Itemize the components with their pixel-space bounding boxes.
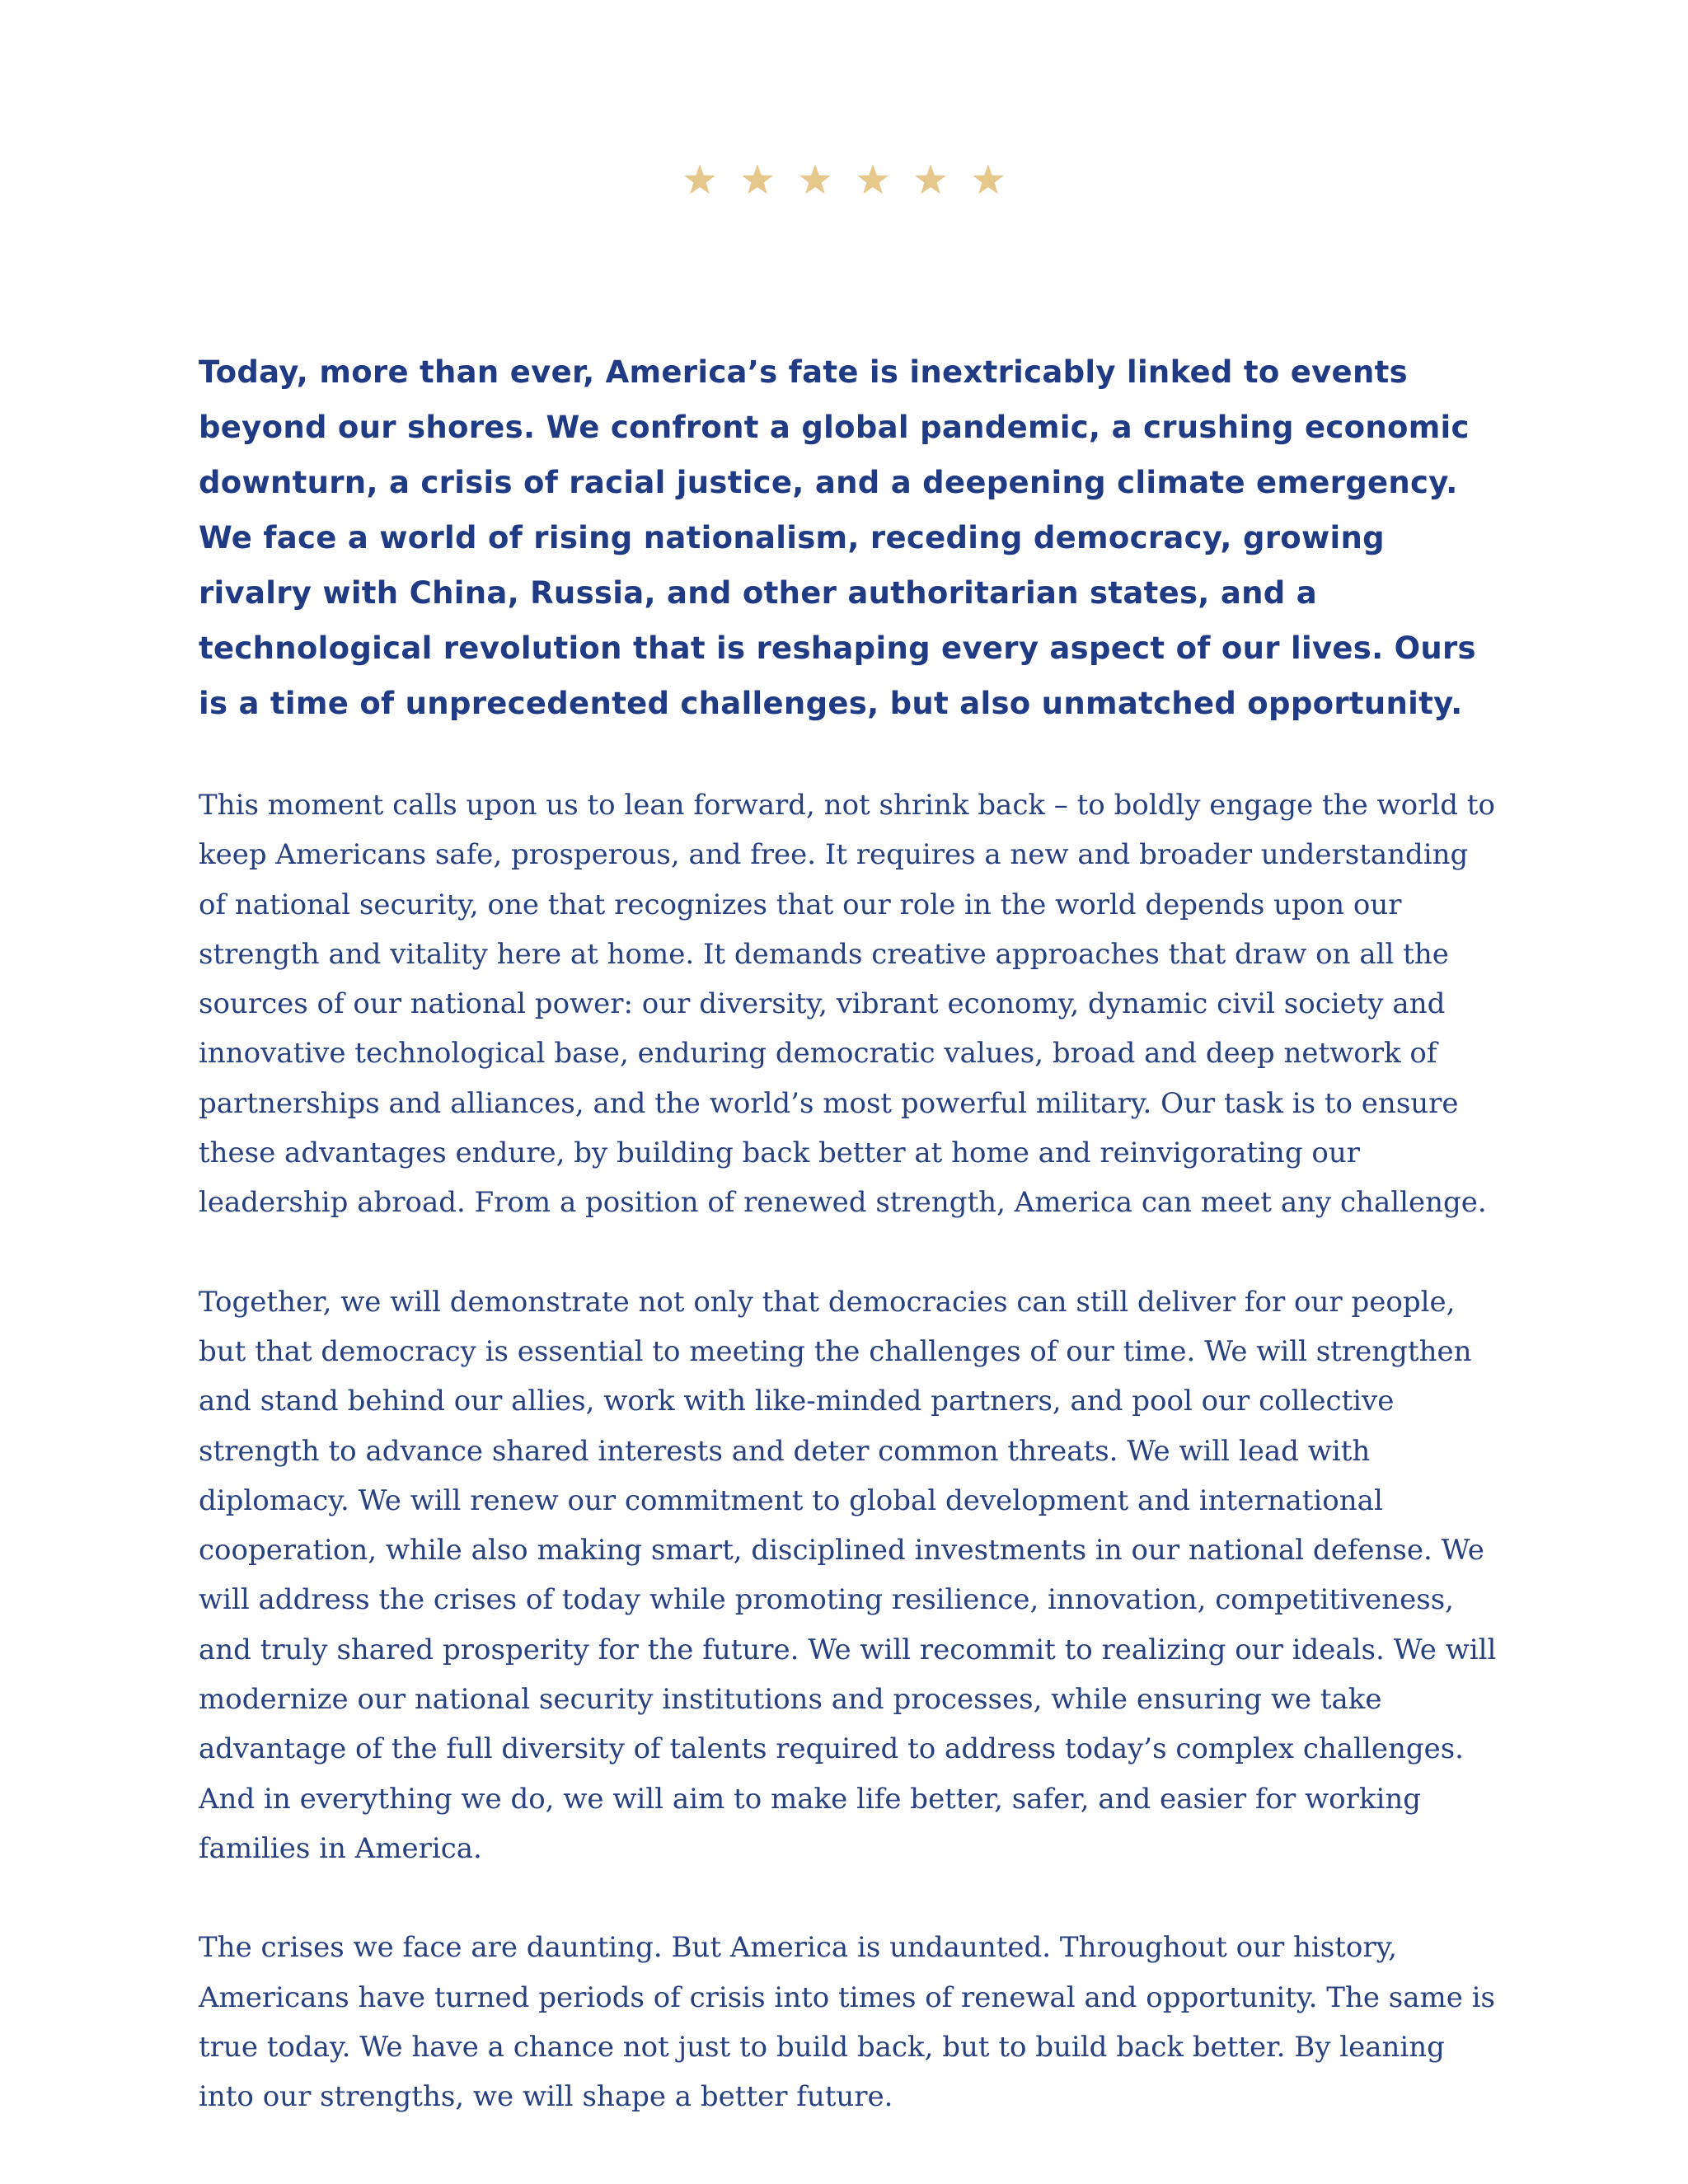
star-row bbox=[0, 162, 1688, 198]
star-icon bbox=[797, 162, 833, 198]
star-icon bbox=[682, 162, 718, 198]
star-icon bbox=[912, 162, 949, 198]
star-icon bbox=[855, 162, 891, 198]
lead-paragraph: Today, more than ever, America’s fate is inextricably linked to events beyond our shores. We confront a global pandemic, a crushing economic downturn, a crisis of racial justice, and a deepening climate emergency. We face a world of rising nationalism, receding democracy, growing rivalry with China, Russia, and other authoritarian states, and a technological revolution that is reshaping every aspect of our lives. Ours is a time of unprecedented challenges, but also unmatched opportunity. bbox=[199, 354, 1476, 721]
body-paragraph-2: Together, we will demonstrate not only that democracies can still deliver for our people, but that democracy is essential to meeting the challenges of our time. We will strengthen and stand behind our allies, work with like-minded partners, and pool our collective strength to advance shared interests and deter common threats. We will lead with diplomacy. We will renew our commitment to global development and international cooperation, while also making smart, disciplined investments in our national defense. We will address the crises of today while promoting resilience, innovation, competitiveness, and truly shared prosperity for the future. We will recommit to realizing our ideals. We will modernize our national security institutions and processes, while ensuring we take advantage of the full diversity of talents required to address today’s complex challenges. And in everything we do, we will aim to make life better, safer, and easier for working families in America. bbox=[199, 1285, 1497, 1865]
body-paragraph-1: This moment calls upon us to lean forward, not shrink back – to boldly engage the world to keep Americans safe, prosperous, and free. It requires a new and broader understanding of national security, one that recognizes that our role in the world depends upon our strength and vitality here at home. It demands creative approaches that draw on all the sources of our national power: our diversity, vibrant economy, dynamic civil society and innovative technological base, enduring democratic values, broad and deep network of partnerships and alliances, and the world’s most powerful military. Our task is to ensure these advantages endure, by building back better at home and reinvigorating our leadership abroad. From a position of renewed strength, America can meet any challenge. bbox=[199, 789, 1495, 1220]
document-body bbox=[199, 344, 1517, 2171]
star-icon bbox=[970, 162, 1006, 198]
star-icon bbox=[739, 162, 776, 198]
body-paragraph-3: The crises we face are daunting. But America is undaunted. Throughout our history, Americans have turned periods of crisis into times of renewal and opportunity. The same is true today. We have a chance not just to build back, but to build back better. By leaning into our strengths, we will shape a better future. bbox=[199, 1931, 1495, 2114]
